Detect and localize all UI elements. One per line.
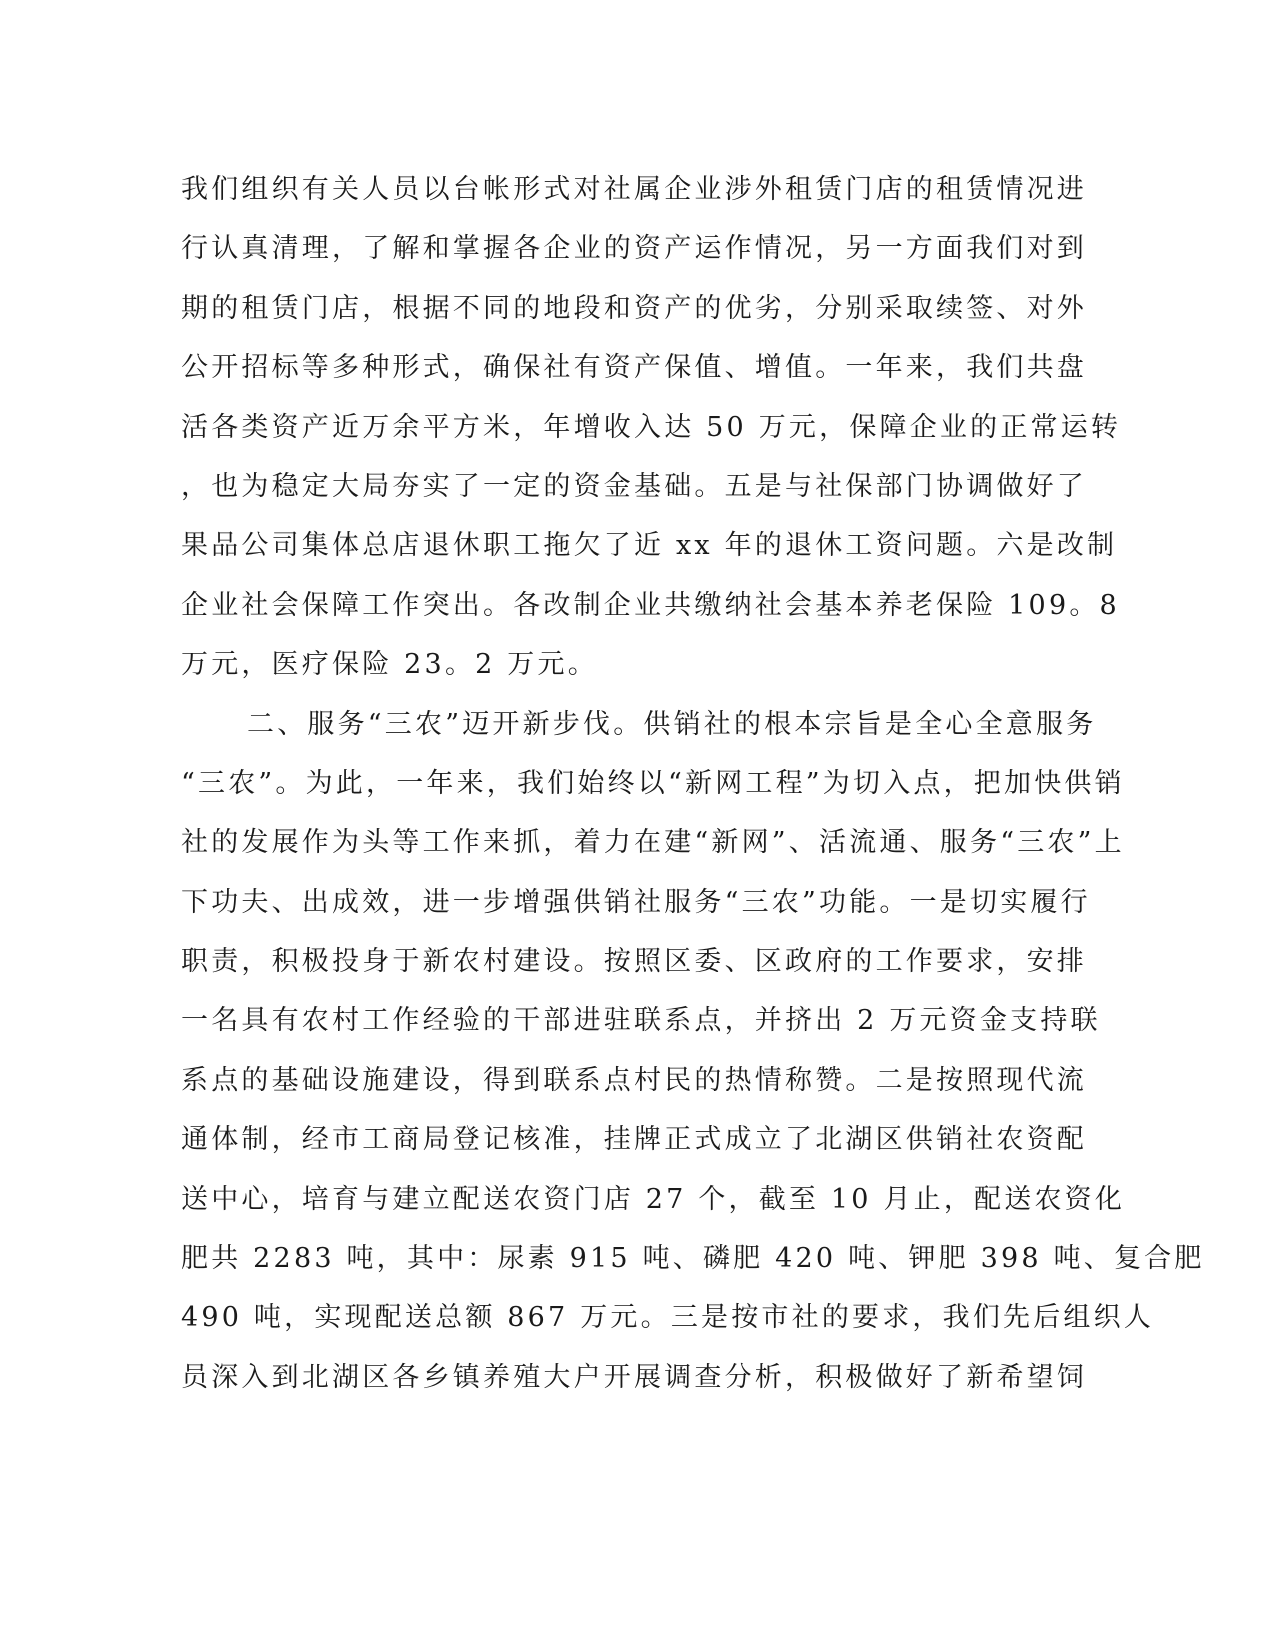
text-line: 一名具有农村工作经验的干部进驻联系点，并挤出 2 万元资金支持联 — [181, 1005, 1101, 1037]
text-line: 送中心，培育与建立配送农资门店 27 个，截至 10 月止，配送农资化 — [181, 1183, 1126, 1215]
text-line: 我们组织有关人员以台帐形式对社属企业涉外租赁门店的租赁情况进 — [181, 174, 1087, 205]
text-line: 万元，医疗保险 23。2 万元。 — [181, 649, 598, 681]
text-line: 社的发展作为头等工作来抓，着力在建“新网”、活流通、服务“三农”上 — [181, 827, 1125, 859]
text-line: 活各类资产近万余平方米，年增收入达 50 万元，保障企业的正常运转 — [181, 411, 1122, 443]
text-line: 肥共 2283 吨，其中：尿素 915 吨、磷肥 420 吨、钾肥 398 吨、复合肥 — [181, 1243, 1205, 1275]
text-line: 下功夫、出成效，进一步增强供销社服务“三农”功能。一是切实履行 — [181, 886, 1091, 918]
text-line: 职责，积极投身于新农村建设。按照区委、区政府的工作要求，安排 — [181, 946, 1087, 978]
text-line: 490 吨，实现配送总额 867 万元。三是按市社的要求，我们先后组织人 — [181, 1302, 1155, 1334]
document-body — [181, 160, 1205, 1407]
text-line: 员深入到北湖区各乡镇养殖大户开展调查分析，积极做好了新希望饲 — [181, 1361, 1087, 1393]
text-line: 公开招标等多种形式，确保社有资产保值、增值。一年来，我们共盘 — [181, 352, 1087, 384]
text-line: 期的租赁门店，根据不同的地段和资产的优劣，分别采取续签、对外 — [181, 292, 1087, 324]
text-line: 系点的基础设施建设，得到联系点村民的热情称赞。二是按照现代流 — [181, 1064, 1087, 1096]
section-heading-line: 二、服务“三农”迈开新步伐。供销社的根本宗旨是全心全意服务 — [247, 708, 1097, 740]
text-line: 行认真清理，了解和掌握各企业的资产运作情况，另一方面我们对到 — [181, 233, 1087, 265]
text-line: “三农”。为此，一年来，我们始终以“新网工程”为切入点，把加快供销 — [181, 767, 1125, 799]
text-line: 企业社会保障工作突出。各改制企业共缴纳社会基本养老保险 109。8 — [181, 589, 1120, 621]
text-line: 通体制，经市工商局登记核准，挂牌正式成立了北湖区供销社农资配 — [181, 1124, 1087, 1156]
text-line: 果品公司集体总店退休职工拖欠了近 xx 年的退休工资问题。六是改制 — [181, 530, 1118, 562]
text-line: ，也为稳定大局夯实了一定的资金基础。五是与社保部门协调做好了 — [181, 470, 1087, 502]
